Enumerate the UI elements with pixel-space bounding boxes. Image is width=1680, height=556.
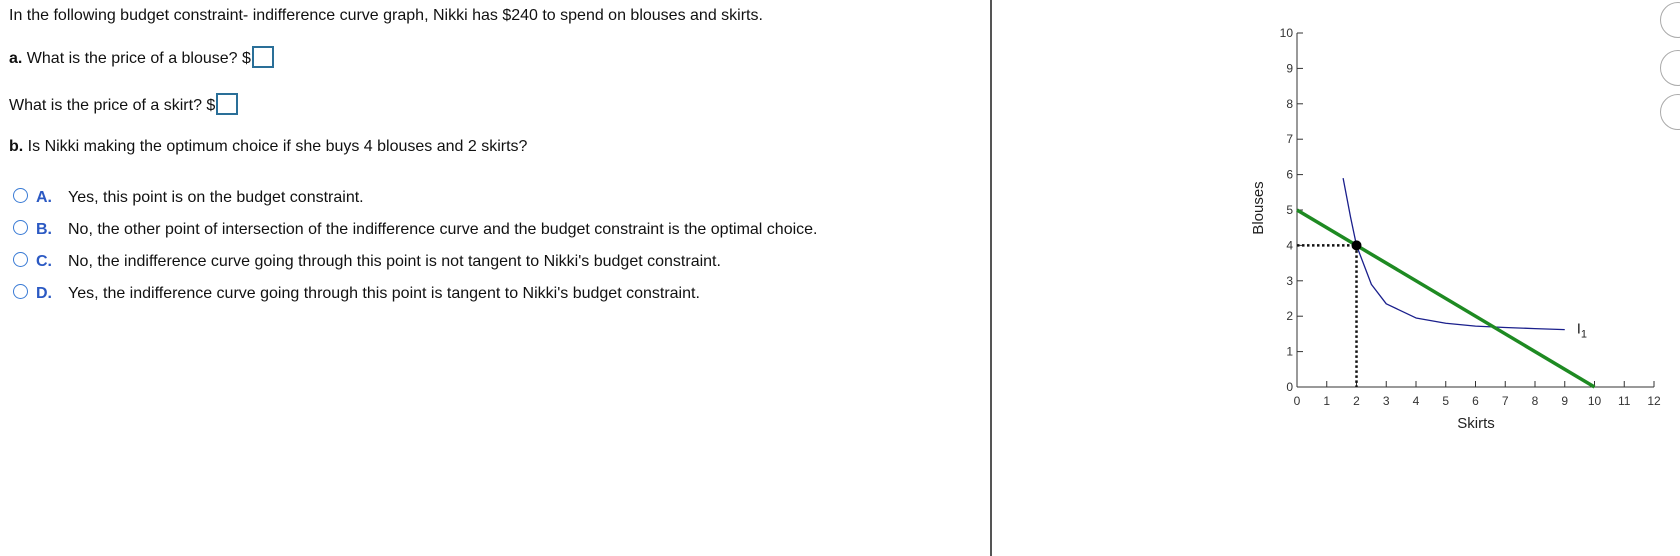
ic-label-subscript: 1 <box>1580 328 1588 341</box>
choice-a-radio[interactable] <box>13 188 28 203</box>
x-tick-label: 10 <box>1587 394 1602 408</box>
part-b-text: Is Nikki making the optimum choice if she buys 4 blouses and 2 skirts? <box>27 138 528 155</box>
part-b-question <box>9 138 527 156</box>
choice-a-text: Yes, this point is on the budget constraint. <box>68 189 364 206</box>
choice-d-radio[interactable] <box>13 284 28 299</box>
part-a-text: What is the price of a blouse? $ <box>26 50 251 68</box>
skirt-price-input[interactable] <box>216 93 238 115</box>
choice-c[interactable] <box>13 253 721 271</box>
choice-c-radio[interactable] <box>13 252 28 267</box>
x-axis-label: Skirts <box>1457 415 1495 432</box>
ic-label-main: I <box>1576 320 1581 338</box>
choice-c-text: No, the indifference curve going through this point is not tangent to Nikki's budget constraint. <box>68 253 721 270</box>
x-tick-label: 6 <box>1472 394 1479 408</box>
x-tick-label: 3 <box>1382 394 1390 408</box>
dotted-guides <box>1297 245 1357 387</box>
y-tick-label: 8 <box>1286 96 1293 111</box>
y-tick-label: 3 <box>1286 273 1293 288</box>
part-a2-question <box>9 95 238 117</box>
part-a-label: a. <box>9 50 23 68</box>
x-tick-label: 0 <box>1293 394 1301 408</box>
x-tick-label: 12 <box>1647 394 1661 408</box>
blouse-price-input[interactable] <box>252 46 274 68</box>
y-tick-label: 9 <box>1286 61 1293 76</box>
choice-d[interactable] <box>13 285 700 303</box>
x-tick-label: 5 <box>1442 394 1450 408</box>
choice-a[interactable] <box>13 189 364 207</box>
choice-b-radio[interactable] <box>13 220 28 235</box>
choice-c-letter: C. <box>36 253 52 270</box>
series <box>1297 178 1595 387</box>
x-tick-label: 11 <box>1618 394 1631 408</box>
x-tick-label: 7 <box>1501 394 1509 408</box>
indifference-curve <box>1343 178 1565 330</box>
choice-b-text: No, the other point of intersection of the indifference curve and the budget constraint is the optimal choice. <box>68 221 818 238</box>
axes <box>1280 26 1661 408</box>
budget-constraint-line <box>1297 210 1595 387</box>
budget-indifference-chart <box>1240 20 1670 440</box>
y-axis-label: Blouses <box>1250 181 1267 235</box>
x-tick-label: 2 <box>1353 394 1360 408</box>
x-tick-label: 4 <box>1412 394 1420 408</box>
y-tick-label: 0 <box>1286 380 1293 394</box>
y-tick-label: 1 <box>1286 344 1293 359</box>
y-tick-label: 2 <box>1286 309 1293 324</box>
part-b-label: b. <box>9 138 24 155</box>
y-tick-label: 6 <box>1286 167 1293 182</box>
pane-divider <box>990 0 992 556</box>
part-a2-text: What is the price of a skirt? $ <box>9 97 216 115</box>
y-tick-label: 4 <box>1286 238 1293 253</box>
choice-b[interactable] <box>13 221 818 239</box>
y-tick-label: 10 <box>1279 26 1293 40</box>
x-tick-label: 9 <box>1561 394 1569 408</box>
choice-d-letter: D. <box>36 285 52 302</box>
x-tick-label: 8 <box>1531 394 1539 408</box>
part-a-question <box>9 48 274 70</box>
choice-d-text: Yes, the indifference curve going through this point is tangent to Nikki's budget constraint. <box>68 285 700 302</box>
y-tick-label: 5 <box>1286 203 1293 217</box>
question-intro: In the following budget constraint- indifference curve graph, Nikki has $240 to spend on blouses and skirts. <box>9 7 763 24</box>
x-tick-label: 1 <box>1323 394 1331 408</box>
choice-b-letter: B. <box>36 221 52 238</box>
y-tick-label: 7 <box>1286 132 1293 147</box>
consumption-point <box>1352 240 1362 250</box>
choice-a-letter: A. <box>36 189 52 206</box>
indifference-curve-label <box>1577 321 1587 341</box>
